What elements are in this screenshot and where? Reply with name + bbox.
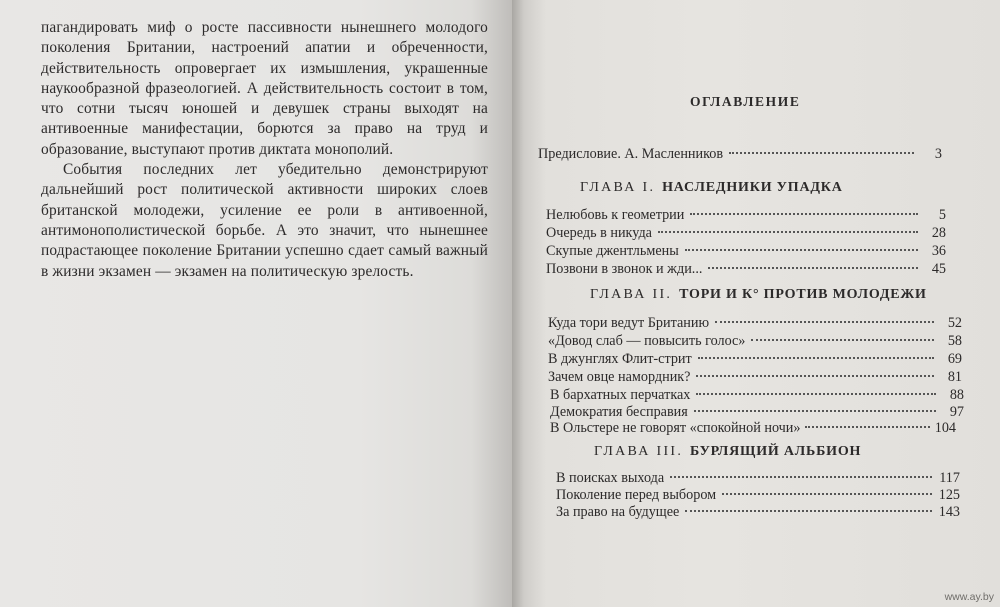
toc-entry	[556, 470, 960, 487]
toc-entry-label: Куда тори ведут Британию	[548, 315, 710, 331]
leader-dots	[708, 267, 918, 269]
toc-entry-page: 117	[939, 470, 960, 486]
leader-dots	[690, 213, 918, 215]
chapter-title: БУРЛЯЩИЙ АЛЬБИОН	[690, 444, 862, 459]
leader-dots	[685, 249, 918, 251]
leader-dots	[696, 393, 936, 395]
toc-entry	[548, 351, 962, 368]
toc-entry-label: «Довод слаб — повысить голос»	[548, 333, 746, 349]
toc-entry	[548, 333, 962, 350]
toc-entry	[556, 504, 960, 521]
chapter-title: НАСЛЕДНИКИ УПАДКА	[662, 180, 843, 195]
toc-entry-label: Зачем овце намордник?	[548, 369, 691, 385]
toc-entry	[550, 387, 964, 404]
leader-dots	[715, 321, 934, 323]
toc-title: ОГЛАВЛЕНИЕ	[690, 94, 801, 109]
toc-entry-page: 58	[947, 333, 962, 349]
toc-entry-page: 104	[934, 420, 956, 436]
toc-preface	[538, 146, 942, 163]
leader-dots	[698, 357, 934, 359]
toc-entry-page: 81	[947, 369, 962, 385]
toc-entry-label: В джунглях Флит-стрит	[548, 351, 692, 367]
toc-entry-page: 5	[938, 207, 946, 223]
toc-entry-page: 69	[947, 351, 962, 367]
toc-entry-label: Предисловие. А. Масленников	[538, 146, 724, 162]
toc-entry-label: В поисках выхода	[556, 470, 665, 486]
toc-entry	[556, 487, 960, 504]
toc-entry-page: 52	[947, 315, 962, 331]
toc-entry-page: 88	[949, 387, 964, 403]
toc-entry	[546, 261, 946, 278]
chapter-number: ГЛАВА II.	[590, 287, 673, 302]
chapter-heading-2	[590, 287, 927, 303]
watermark: www.ay.by	[944, 591, 994, 603]
leader-dots	[722, 493, 932, 495]
toc-entry	[546, 225, 946, 242]
toc-entry	[548, 369, 962, 386]
toc-entry-page: 143	[938, 504, 960, 520]
toc-entry	[550, 420, 956, 437]
leader-dots	[685, 510, 932, 512]
paragraph-2: События последних лет убедительно демонстрируют дальнейший рост политической активности широких слоев британской молодежи, усиление ее роли в антивоенной, антимонополистической борьбе. А это значит, что нынешнее подрастающее поколение Британии успешно сдает самый важный в жизни экзамен — экзамен на политическую зрелость.	[41, 161, 488, 280]
right-page	[512, 0, 1000, 607]
leader-dots	[658, 231, 918, 233]
toc-entry	[546, 243, 946, 260]
toc-entry	[548, 315, 962, 332]
leader-dots	[729, 152, 914, 154]
toc-entry	[550, 404, 964, 421]
chapter-heading-3	[594, 444, 861, 460]
toc-entry-label: Очередь в никуда	[546, 225, 652, 241]
toc-entry-page: 45	[931, 261, 946, 277]
toc-entry-label: В Ольстере не говорят «спокойной ночи»	[550, 420, 801, 436]
chapter-number: ГЛАВА I.	[580, 180, 656, 195]
body-text	[41, 18, 488, 282]
chapter-title: ТОРИ И К° ПРОТИВ МОЛОДЕЖИ	[679, 287, 927, 302]
toc-entry-label: Скупые джентльмены	[546, 243, 679, 259]
toc-entry-label: Демократия бесправия	[550, 404, 688, 420]
leader-dots	[696, 375, 934, 377]
toc-entry-label: Позвони в звонок и жди...	[546, 261, 703, 277]
toc-entry-label: Нелюбовь к геометрии	[546, 207, 685, 223]
toc-entry-page: 3	[934, 146, 942, 162]
chapter-heading-1	[580, 180, 843, 196]
toc-entry-label: За право на будущее	[556, 504, 680, 520]
toc-entry-page: 36	[931, 243, 946, 259]
leader-dots	[751, 339, 934, 341]
toc-entry-page: 28	[931, 225, 946, 241]
leader-dots	[805, 426, 931, 428]
leader-dots	[670, 476, 932, 478]
toc-entry-label: Поколение перед выбором	[556, 487, 717, 503]
leader-dots	[694, 410, 936, 412]
toc-entry-label: В бархатных перчатках	[550, 387, 691, 403]
paragraph-1: пагандировать миф о росте пассивности нынешнего молодого поколения Британии, настроений апатии и обреченности, действительность опровергает их измышления, украшенные наукообразной фразеологией. А действительность состоит в том, что сотни тысяч юношей и девушек страны выходят на антивоенные манифестации, борются за право на труд и образование, выступают против диктата монополий.	[41, 19, 488, 158]
toc-entry-page: 97	[949, 404, 964, 420]
toc-entry	[546, 207, 946, 224]
toc-entry-page: 125	[938, 487, 960, 503]
chapter-number: ГЛАВА III.	[594, 444, 684, 459]
